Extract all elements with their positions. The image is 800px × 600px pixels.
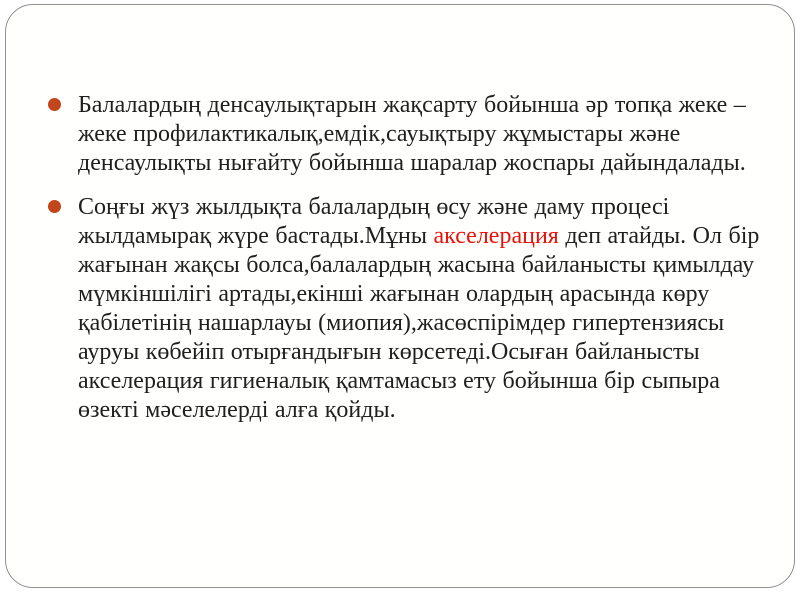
bullet-1-text: Балалардың денсаулықтарын жақсарту бойынша әр топқа жеке –жеке профилактикалық,емдік,сауықтыру жұмыстары және денсаулықты нығайту бойынша шаралар жоспары дайындалады. xyxy=(78,92,746,176)
slide-frame xyxy=(5,4,795,588)
bullet-icon xyxy=(48,200,61,213)
bullet-2-text-tail: деп атайды. Ол бір жағынан жақсы болса,балалардың жасына байланысты қимылдау мүмкіншілігі артады,екінші жағынан олардың арасында көру қабілетінің нашарлауы (миопия),жасөспірімдер гипертензиясы ауруы көбейіп отырғандығын көрсетеді.Осыған байланысты акселерация гигиеналық қамтамасыз ету бойынша бір сыпыра өзекті мәселелерді алға қойды. xyxy=(78,223,760,423)
bullet-item-1 xyxy=(48,91,762,178)
bullet-text-2 xyxy=(78,193,762,425)
bullet-item-2 xyxy=(48,193,762,425)
bullet-text-1 xyxy=(78,91,762,178)
slide-body xyxy=(48,91,762,440)
bullet-icon xyxy=(48,98,61,111)
bullet-2-text-lead: Соңғы жүз жылдықта балалардың өсу және даму процесі жылдамырақ жүре бастады.Мұны xyxy=(78,194,670,249)
highlighted-term: акселерация xyxy=(433,223,559,249)
